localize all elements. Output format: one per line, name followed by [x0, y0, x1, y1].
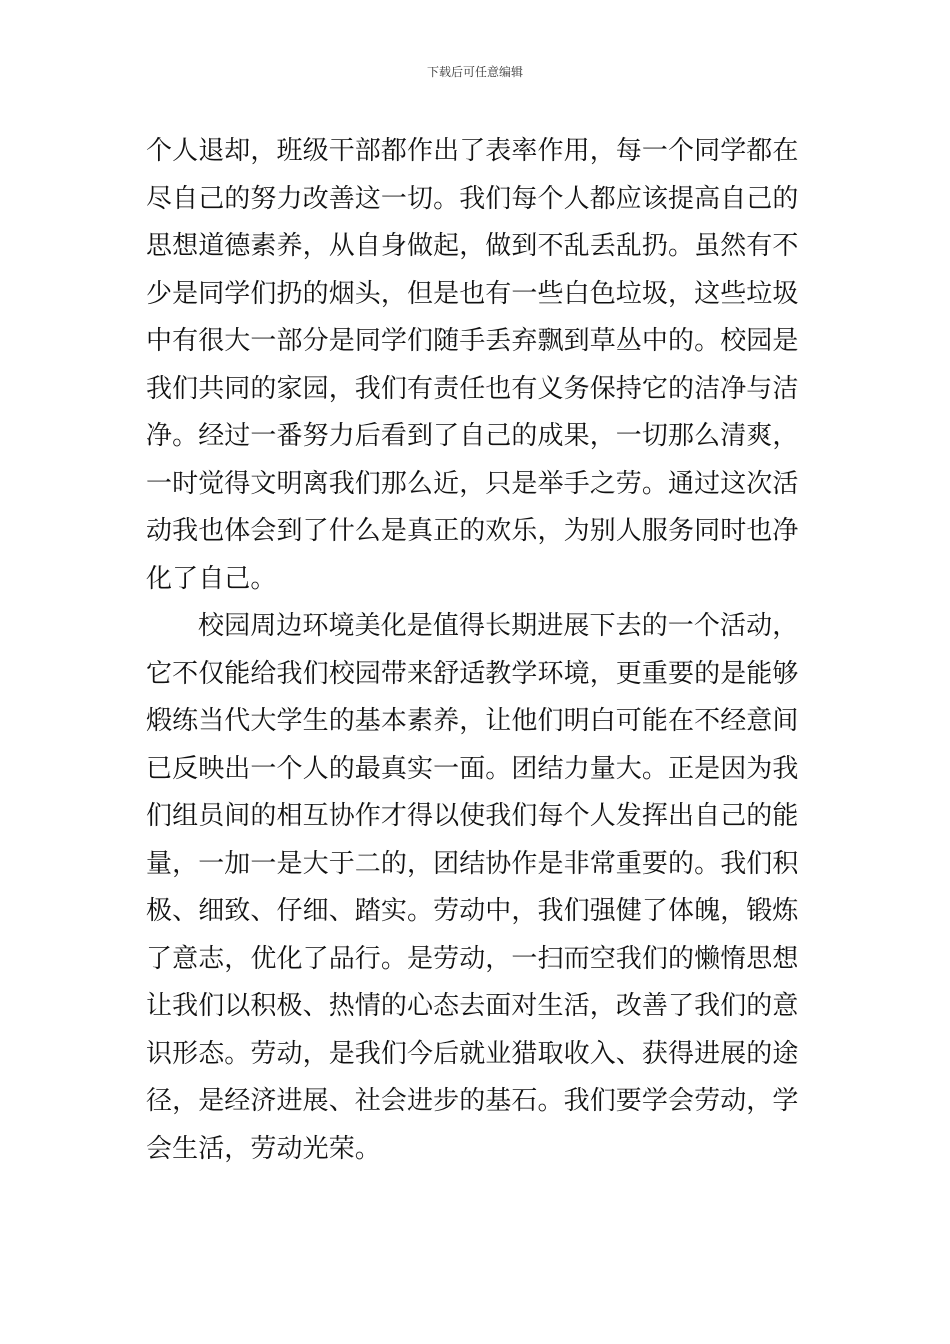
document-body	[146, 128, 810, 1173]
paragraph-2-line-11: 径，是经济进展、社会进步的基石。我们要学会劳动，学	[146, 1086, 799, 1116]
paragraph-1-line-4: 少是同学们扔的烟头，但是也有一些白色垃圾，这些垃圾	[146, 278, 799, 309]
paragraph-1-line-1: 个人退却，班级干部都作出了表率作用，每一个同学都在	[146, 136, 799, 166]
paragraph-1-line-5: 中有很大一部分是同学们随手丢弃飘到草丛中的。校园是	[146, 326, 799, 356]
paragraph-2-line-1: 校园周边环境美化是值得长期进展下去的一个活动，	[198, 611, 799, 641]
page-header: 下载后可任意编辑	[426, 65, 523, 79]
paragraph-2-line-12: 会生活，劳动光荣。	[146, 1133, 381, 1164]
paragraph-1-line-9: 动我也体会到了什么是真正的欢乐，为别人服务同时也净	[146, 516, 799, 546]
paragraph-2-line-8: 了意志，优化了品行。是劳动，一扫而空我们的懒惰思想	[146, 943, 799, 974]
paragraph-2-line-7: 极、细致、仔细、踏实。劳动中，我们强健了体魄，锻炼	[146, 896, 799, 926]
paragraph-2-line-3: 煅练当代大学生的基本素养，让他们明白可能在不经意间	[146, 706, 799, 736]
paragraph-2-line-10: 识形态。劳动，是我们今后就业猎取收入、获得进展的途	[146, 1038, 799, 1069]
paragraph-1-line-6: 我们共同的家园，我们有责任也有义务保持它的洁净与洁	[146, 373, 799, 404]
paragraph-2-line-4: 已反映出一个人的最真实一面。团结力量大。正是因为我	[146, 753, 799, 784]
paragraph-2-line-5: 们组员间的相互协作才得以使我们每个人发挥出自己的能	[146, 801, 799, 831]
paragraph-2	[146, 603, 810, 1173]
paragraph-2-line-9: 让我们以积极、热情的心态去面对生活，改善了我们的意	[146, 991, 799, 1021]
paragraph-1-line-2: 尽自己的努力改善这一切。我们每个人都应该提高自己的	[146, 183, 799, 214]
paragraph-2-line-2: 它不仅能给我们校园带来舒适教学环境，更重要的是能够	[146, 658, 799, 689]
paragraph-1	[146, 128, 810, 603]
paragraph-1-line-10: 化了自己。	[146, 563, 277, 594]
paragraph-1-line-7: 净。经过一番努力后看到了自己的成果，一切那么清爽，	[146, 421, 799, 451]
paragraph-1-line-3: 思想道德素养，从自身做起，做到不乱丢乱扔。虽然有不	[146, 231, 799, 261]
paragraph-2-line-6: 量，一加一是大于二的，团结协作是非常重要的。我们积	[146, 848, 799, 879]
paragraph-1-line-8: 一时觉得文明离我们那么近，只是举手之劳。通过这次活	[146, 468, 799, 499]
